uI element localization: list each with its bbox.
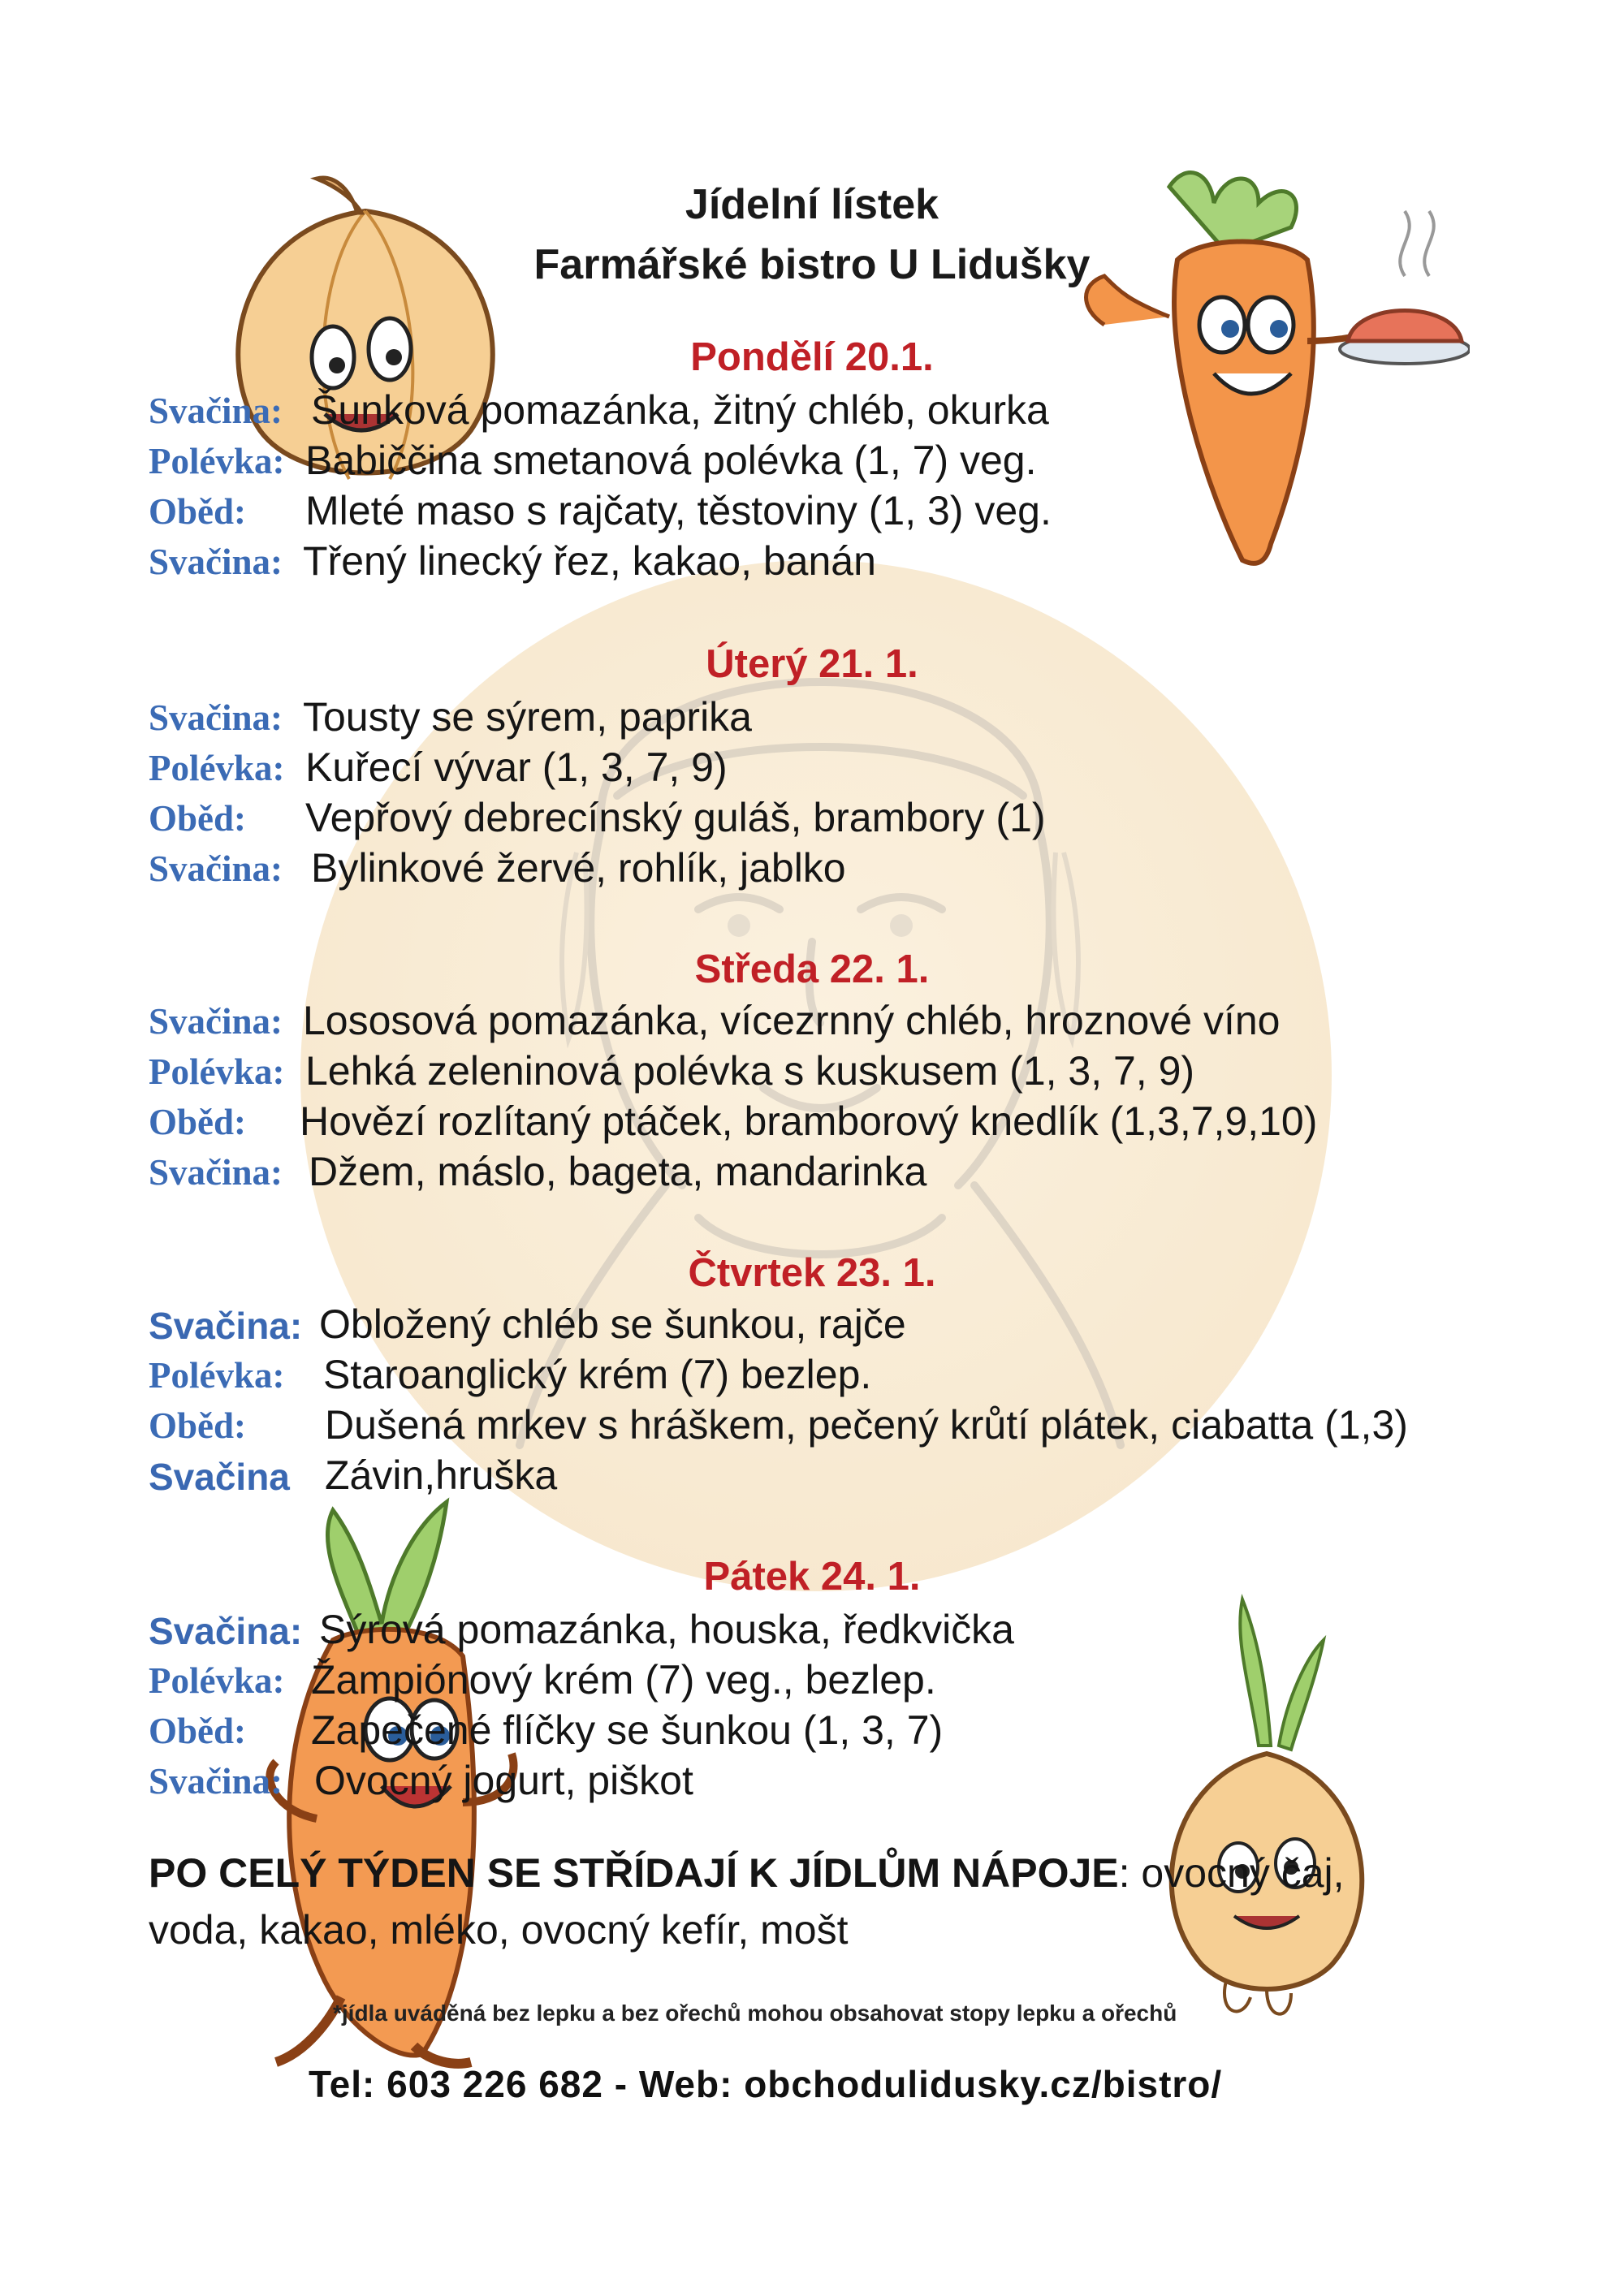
meal-dish: Staroanglický krém (7) bezlep. <box>323 1352 872 1397</box>
meal-dish: Žampiónový krém (7) veg., bezlep. <box>311 1657 936 1703</box>
drinks-notice-line2: voda, kakao, mléko, ovocný kefír, mošt <box>149 1907 849 1953</box>
meal-label: Svačina: <box>149 848 283 889</box>
onion-mascot-icon <box>1137 1591 1397 2046</box>
day-heading-wednesday: Středa 22. 1. <box>694 947 930 991</box>
day-heading-thursday: Čtvrtek 23. 1. <box>688 1251 936 1295</box>
meal-dish: Zapečené flíčky se šunkou (1, 3, 7) <box>311 1707 944 1753</box>
meal-label: Oběd: <box>149 1102 247 1142</box>
meal-dish: Hovězí rozlítaný ptáček, bramborový knedlík (1,3,7,9,10) <box>300 1098 1318 1144</box>
meal-dish: Šunková pomazánka, žitný chléb, okurka <box>311 387 1049 433</box>
meal-dish: Ovocný jogurt, piškot <box>314 1758 693 1803</box>
meal-label: Oběd: <box>149 491 247 532</box>
meal-label: Svačina: <box>149 1001 283 1042</box>
meal-label: Polévka: <box>149 1660 285 1701</box>
meal-dish: Vepřový debrecínský guláš, brambory (1) <box>305 795 1046 840</box>
meal-dish: Závin,hruška <box>325 1452 558 1498</box>
contact-line: Tel: 603 226 682 - Web: obchodulidusky.cz/bistro/ <box>309 2063 1223 2105</box>
meal-dish: Mleté maso s rajčaty, těstoviny (1, 3) veg. <box>305 488 1052 533</box>
drinks-notice <box>149 1845 1545 1958</box>
meal-label: Svačina <box>149 1456 290 1498</box>
day-heading-friday: Pátek 24. 1. <box>703 1555 921 1599</box>
meal-dish: Třený linecký řez, kakao, banán <box>303 538 876 584</box>
meal-label: Polévka: <box>149 1355 285 1396</box>
drinks-notice-line1: : ovocný čaj, <box>1118 1850 1345 1896</box>
meal-dish: Tousty se sýrem, paprika <box>303 694 752 740</box>
meal-dish: Obložený chléb se šunkou, rajče <box>319 1301 906 1347</box>
meal-label: Svačina: <box>149 1152 283 1193</box>
meal-dish: Kuřecí vývar (1, 3, 7, 9) <box>305 744 728 790</box>
meal-label: Svačina: <box>149 542 283 582</box>
allergen-note: *jídla uváděná bez lepku a bez ořechů mohou obsahovat stopy lepku a ořechů <box>333 2000 1177 2026</box>
meal-label: Polévka: <box>149 1051 285 1092</box>
meal-label: Oběd: <box>149 798 247 839</box>
meal-label: Svačina: <box>149 1610 303 1652</box>
meal-label: Polévka: <box>149 748 285 788</box>
meal-dish: Džem, máslo, bageta, mandarinka <box>309 1149 927 1194</box>
meal-dish: Dušená mrkev s hráškem, pečený krůtí plátek, ciabatta (1,3) <box>325 1402 1408 1448</box>
meal-label: Svačina: <box>149 391 283 431</box>
meal-dish: Lososová pomazánka, vícezrnný chléb, hroznové víno <box>303 998 1281 1043</box>
meal-label: Oběd: <box>149 1711 247 1751</box>
meal-dish: Bylinkové žervé, rohlík, jablko <box>311 845 846 891</box>
day-heading-monday: Pondělí 20.1. <box>690 335 934 379</box>
meal-dish: Babiččina smetanová polévka (1, 7) veg. <box>305 438 1037 483</box>
page-title: Jídelní lístek <box>685 181 939 228</box>
meal-label: Svačina: <box>149 1305 303 1347</box>
day-heading-tuesday: Úterý 21. 1. <box>706 642 918 686</box>
drinks-notice-heading: PO CELÝ TÝDEN SE STŘÍDAJÍ K JÍDLŮM NÁPOJE <box>149 1850 1119 1896</box>
bistro-name: Farmářské bistro U Lidušky <box>533 241 1091 288</box>
meal-dish: Lehká zeleninová polévka s kuskusem (1, 3, 7, 9) <box>305 1048 1195 1094</box>
meal-label: Svačina: <box>149 1761 283 1802</box>
meal-label: Svačina: <box>149 697 283 738</box>
meal-dish: Sýrová pomazánka, houska, ředkvička <box>319 1607 1014 1652</box>
meal-label: Oběd: <box>149 1405 247 1446</box>
meal-label: Polévka: <box>149 441 285 481</box>
